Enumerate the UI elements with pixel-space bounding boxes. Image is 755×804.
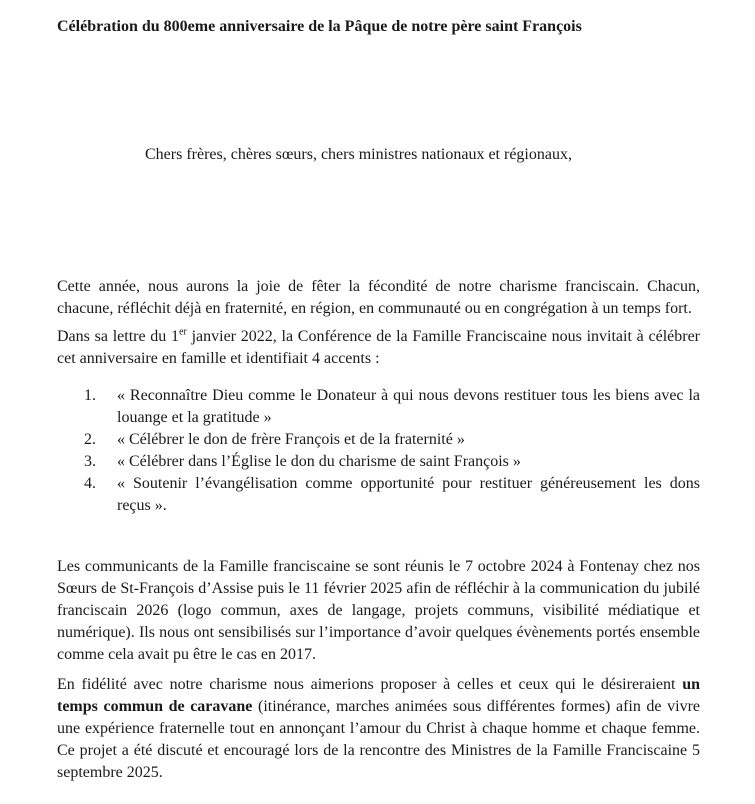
page-title: Célébration du 800eme anniversaire de la Pâque de notre père saint François — [57, 18, 582, 35]
list-item — [84, 473, 700, 517]
paragraph-lettre — [57, 326, 700, 370]
list-item — [84, 429, 700, 451]
paragraph-fidelite — [57, 674, 700, 784]
list-number: 1. — [84, 387, 96, 404]
paragraph-fidelite-bold: un temps commun de caravane — [57, 676, 700, 715]
paragraph-fidelite-post: (itinérance, marches animées sous différentes formes) afin de vivre une expérience fraternelle tout en annonçant l’amour du Christ à chaque homme et chaque femme. Ce projet a été discuté et encouragé lors de la rencontre des Ministres de la Famille Franciscaine 5 septembre 2025. — [57, 698, 700, 781]
list-item-text: « Célébrer le don de frère François et de la fraternité » — [117, 431, 465, 448]
accents-list — [57, 385, 700, 517]
list-item — [84, 385, 700, 429]
list-number: 2. — [84, 431, 96, 448]
list-item-text: « Célébrer dans l’Église le don du charisme de saint François » — [117, 453, 521, 470]
list-item — [84, 451, 700, 473]
salutation-line: Chers frères, chères sœurs, chers ministres nationaux et régionaux, — [145, 146, 572, 163]
list-item-text: « Reconnaître Dieu comme le Donateur à qui nous devons restituer tous les biens avec la louange et la gratitude » — [117, 387, 700, 426]
paragraph-intro: Cette année, nous aurons la joie de fêter la fécondité de notre charisme franciscain. Chacun, chacune, réfléchit déjà en fraternité, en région, en communauté ou en congrégation à un temps fort. — [57, 278, 700, 317]
paragraph-communicants: Les communicants de la Famille franciscaine se sont réunis le 7 octobre 2024 à Fontenay chez nos Sœurs de St-François d’Assise puis le 11 février 2025 afin de réfléchir à la communication du jubilé franciscain 2026 (logo commun, axes de langage, projets communs, visibilité médiatique et numérique). Ils nous ont sensibilisés sur l’importance d’avoir quelques évènements portés ensemble comme cela avait pu être le cas en 2017. — [57, 558, 700, 663]
list-item-text: « Soutenir l’évangélisation comme opportunité pour restituer généreusement les dons reçus ». — [117, 475, 700, 514]
list-number: 3. — [84, 453, 96, 470]
paragraph-lettre-pre: Dans sa lettre du 1 — [57, 328, 180, 345]
ordinal-superscript: er — [179, 326, 187, 338]
paragraph-lettre-post: janvier 2022, la Conférence de la Famille Franciscaine nous invitait à célébrer cet anniversaire en famille et identifiait 4 accents : — [57, 328, 701, 367]
list-number: 4. — [84, 475, 96, 492]
paragraph-fidelite-pre: En fidélité avec notre charisme nous aimerions proposer à celles et ceux qui le désireraient — [57, 676, 683, 693]
